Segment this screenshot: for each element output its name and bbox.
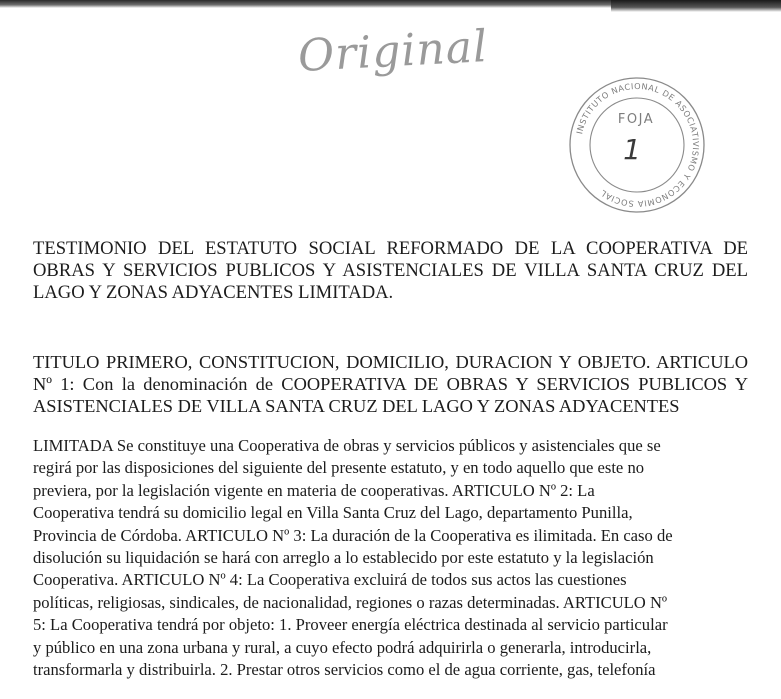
stamp-foja-label: FOJA (617, 112, 655, 127)
document-body (33, 333, 748, 699)
stamp-ring-text: INSTITUTO NACIONAL DE ASOCIATIVISMO Y ECONOMIA SOCIAL (574, 80, 702, 210)
scan-edge-shadow-corner (611, 0, 781, 12)
document-body-text: LIMITADA Se constituye una Cooperativa de obras y servicios públicos y asistenciales que se regirá por las disposiciones del siguiente del presente estatuto, y en todo aquello que este no previera, por la legislación vigente en materia de cooperativas. ARTICULO Nº 2: La Cooperativa tendrá su domicilio legal en Villa Santa Cruz del Lago, departamento Punilla, Provincia de Córdoba. ARTICULO Nº 3: La duración de la Cooperativa es ilimitada. En caso de disolución su liquidación se hará con arreglo a lo establecido por este estatuto y la legislación Cooperativa. ARTICULO Nº 4: La Cooperativa excluirá de todos sus actos las cuestiones políticas, religiosas, sindicales, de nacionalidad, regiones o razas determinadas. ARTICULO Nº 5: La Cooperativa tendrá por objeto: 1. Proveer energía eléctrica destinada al servicio particular y público en una zona urbana y rural, a cuyo efecto podrá adquirirla o generarla, introducirla, transformarla y distribuirla. 2. Prestar otros servicios como el de agua corriente, gas, telefonía (33, 436, 673, 680)
foja-stamp (566, 74, 708, 216)
document-title: TESTIMONIO DEL ESTATUTO SOCIAL REFORMADO DE LA COOPERATIVA DE OBRAS Y SERVICIOS PUBLICOS Y ASISTENCIALES DE VILLA SANTA CRUZ DEL LAGO Y ZONAS ADYACENTES LIMITADA. (33, 238, 748, 303)
handwritten-original-note: Original (296, 21, 490, 82)
document-body-lead: TITULO PRIMERO, CONSTITUCION, DOMICILIO, DURACION Y OBJETO. ARTICULO Nº 1: Con la denominación de COOPERATIVA DE OBRAS Y SERVICIOS PUBLICOS Y ASISTENCIALES DE VILLA SANTA CRUZ DEL LAGO Y ZONAS ADYACENTES (33, 352, 748, 416)
stamp-foja-number: 1 (623, 133, 641, 166)
